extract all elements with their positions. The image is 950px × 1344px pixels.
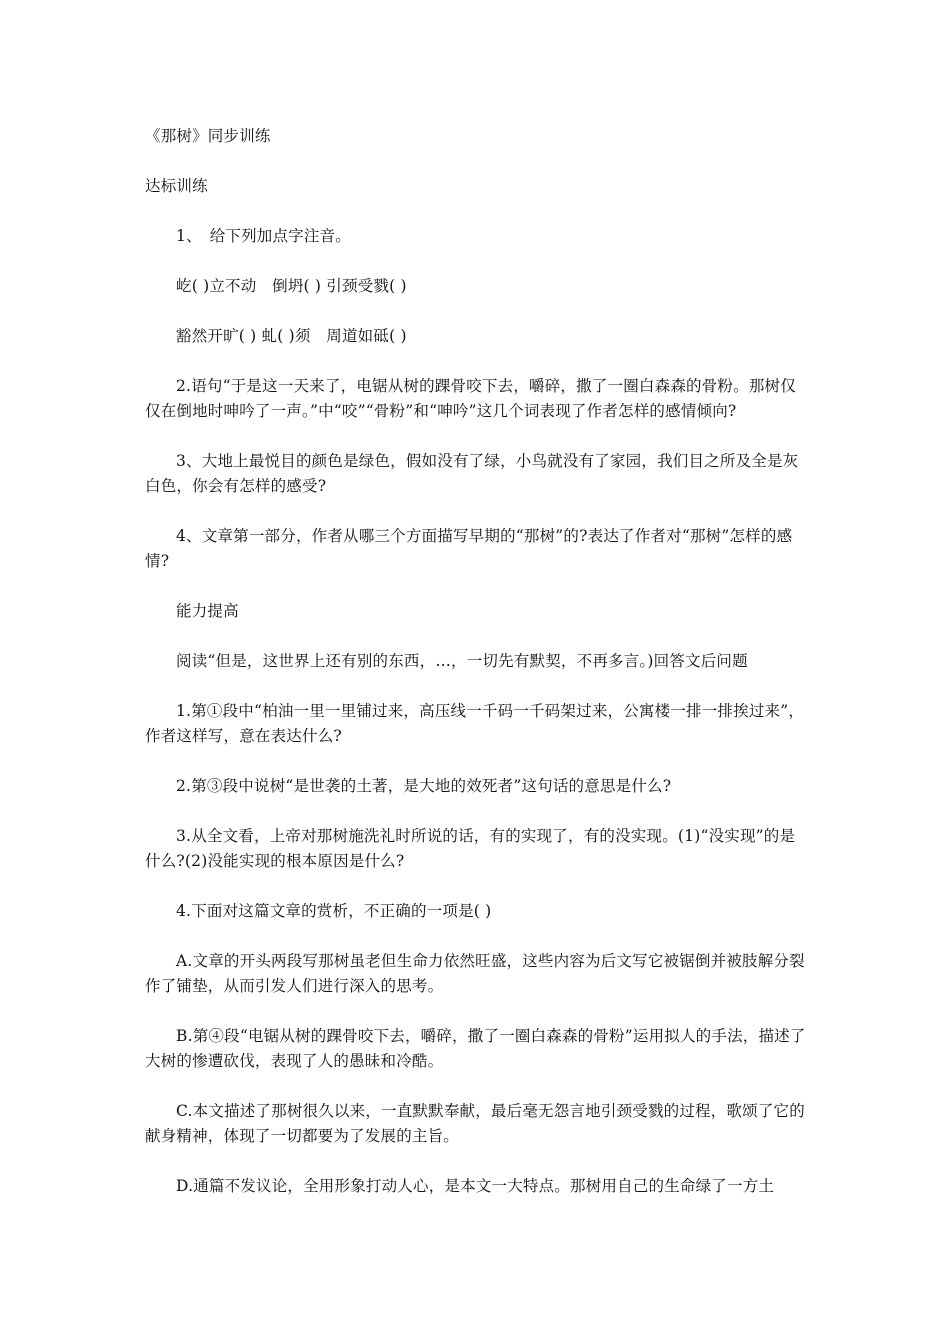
document-title: 《那树》同步训练 [145, 127, 271, 145]
question-4: 4、文章第一部分，作者从哪三个方面描写早期的“那树”的?表达了作者对“那树”怎样的感情? [145, 527, 793, 570]
reading-instruction: 阅读“但是，这世界上还有别的东西，…，一切先有默契，不再多言。)回答文后问题 [176, 652, 748, 670]
question-2: 2.语句“于是这一天来了，电锯从树的踝骨咬下去，嚼碎，撒了一圈白森森的骨粉。那树仅仅在倒地时呻吟了一声。”中“咬”“骨粉”和“呻吟”这几个词表现了作者怎样的感情倾向? [145, 377, 796, 420]
reading-question-1: 1.第①段中“柏油一里一里铺过来，高压线一千码一千码架过来，公寓楼一排一排挨过来”，作者这样写，意在表达什么? [145, 702, 805, 745]
option-d: D.通篇不发议论，全用形象打动人心，是本文一大特点。那树用自己的生命绿了一方土 [176, 1177, 775, 1195]
section-heading-advanced: 能力提高 [176, 602, 239, 620]
reading-question-2: 2.第③段中说树“是世袭的土著，是大地的效死者”这句话的意思是什么? [176, 777, 672, 795]
option-b: B.第④段“电锯从树的踝骨咬下去，嚼碎，撒了一圈白森森的骨粉”运用拟人的手法，描述了大树的惨遭砍伐，表现了人的愚昧和冷酷。 [145, 1027, 806, 1070]
reading-question-3: 3.从全文看，上帝对那树施洗礼时所说的话，有的实现了，有的没实现。(1)“没实现”的是什么?(2)没能实现的根本原因是什么? [145, 827, 796, 870]
section-heading-basic: 达标训练 [145, 177, 208, 195]
question-3: 3、大地上最悦目的颜色是绿色，假如没有了绿，小鸟就没有了家园，我们目之所及全是灰白色，你会有怎样的感受? [145, 452, 799, 495]
option-c: C.本文描述了那树很久以来，一直默默奉献，最后毫无怨言地引颈受戮的过程，歌颂了它的献身精神，体现了一切都要为了发展的主旨。 [145, 1102, 805, 1145]
pinyin-line-2: 豁然开旷( ) 虬( )须 周道如砥( ) [176, 327, 407, 345]
pinyin-line-1: 屹( )立不动 倒坍( ) 引颈受戮( ) [176, 277, 407, 295]
reading-question-4: 4.下面对这篇文章的赏析，不正确的一项是( ) [176, 902, 492, 920]
option-a: A.文章的开头两段写那树虽老但生命力依然旺盛，这些内容为后文写它被锯倒并被肢解分裂作了铺垫，从而引发人们进行深入的思考。 [145, 952, 805, 995]
question-1-heading: 1、 给下列加点字注音。 [176, 227, 352, 245]
